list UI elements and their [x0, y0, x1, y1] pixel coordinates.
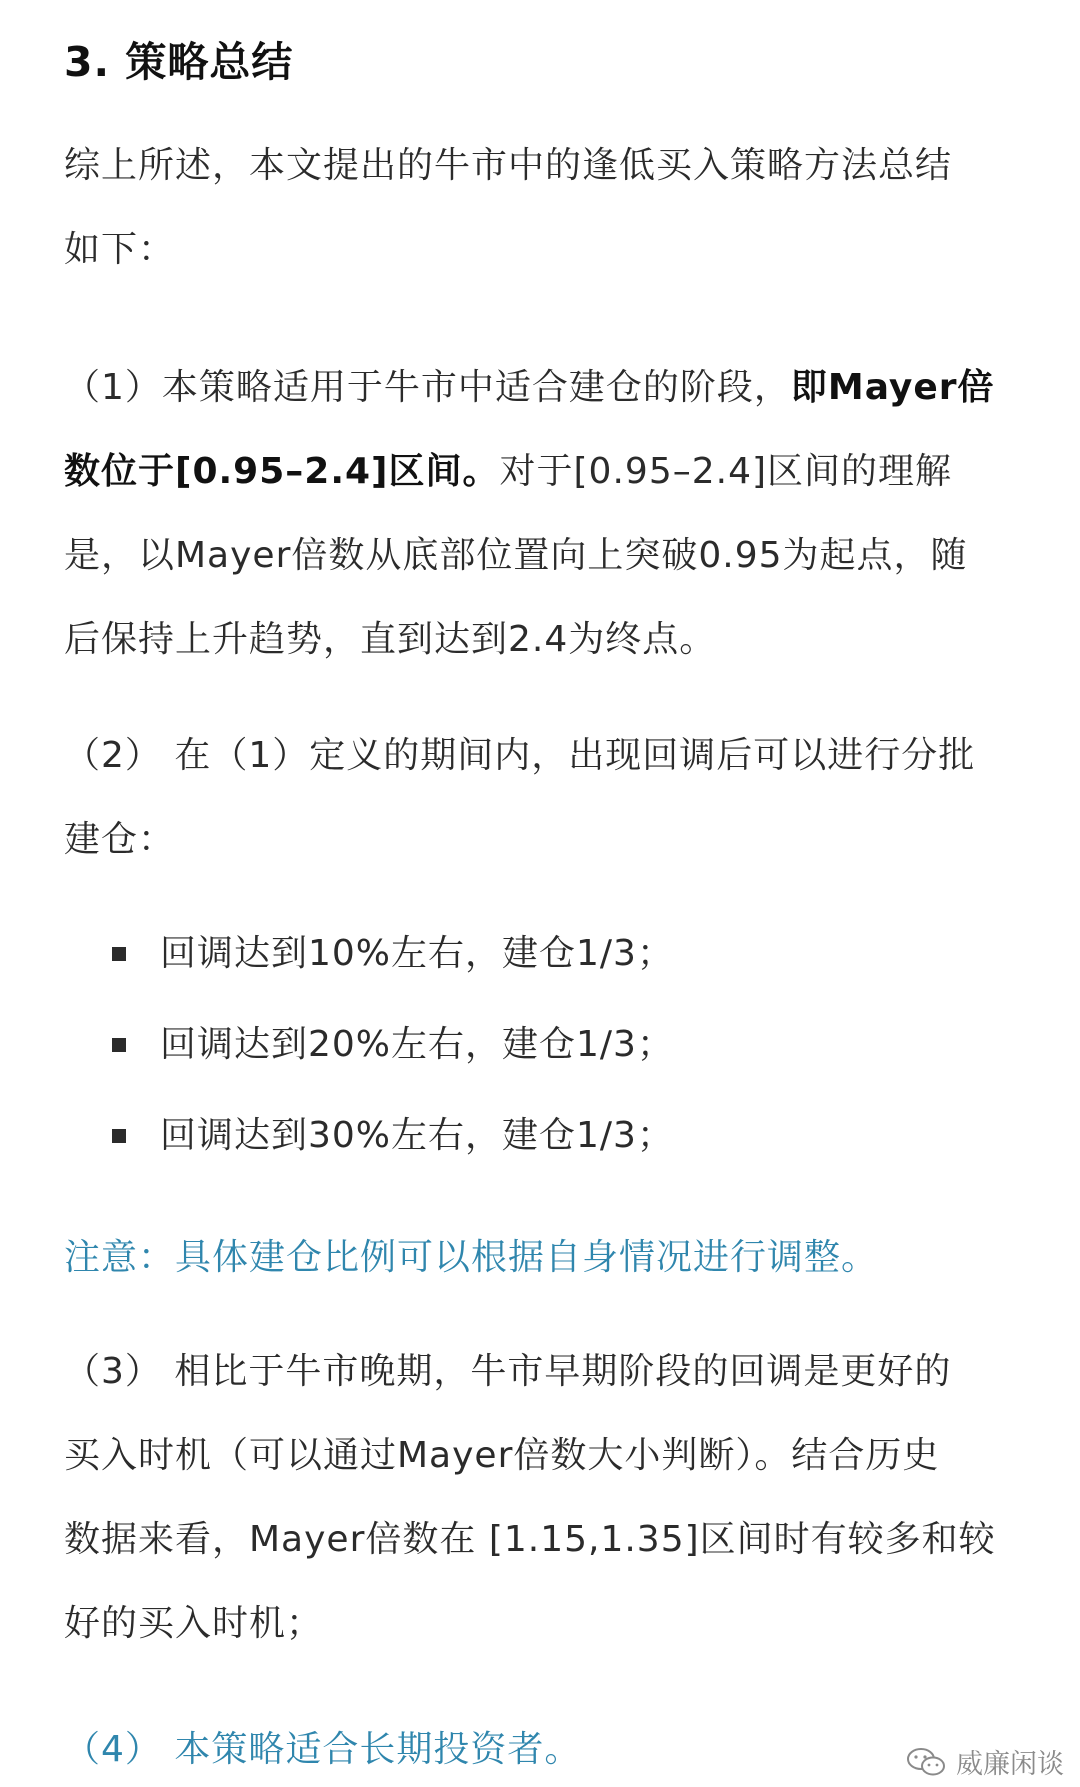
watermark-text: 威廉闲谈 [956, 1749, 1064, 1780]
p2-line: 建仓： [64, 819, 176, 860]
section-heading: 3. 策略总结 [64, 38, 294, 86]
paragraph-3 [64, 1330, 1020, 1666]
p1-line-2-bold: 数位于[0.95–2.4]区间。 [64, 451, 500, 492]
p3-line: （3） 相比于牛市晚期，牛市早期阶段的回调是更好的 [64, 1351, 952, 1392]
p1-line-1-regular: （1）本策略适用于牛市中适合建仓的阶段， [64, 367, 791, 408]
p1-line-1 [64, 346, 1020, 430]
list-item-text: 回调达到30%左右，建仓1/3； [160, 1115, 674, 1156]
list-item-text: 回调达到10%左右，建仓1/3； [160, 933, 674, 974]
paragraph-1 [64, 346, 1020, 682]
p3-line: 买入时机（可以通过Mayer倍数大小判断）。结合历史 [64, 1435, 940, 1476]
list-item [112, 1090, 674, 1181]
note-text: 注意：具体建仓比例可以根据自身情况进行调整。 [64, 1237, 879, 1278]
paragraph-2 [64, 714, 1020, 882]
p1-line-3: 是，以Mayer倍数从底部位置向上突破0.95为起点，随 [64, 535, 968, 576]
paragraph-4: （4） 本策略适合长期投资者。 [64, 1729, 582, 1770]
p1-line-4: 后保持上升趋势，直到达到2.4为终点。 [64, 619, 717, 660]
square-bullet-icon [112, 1038, 126, 1052]
watermark [906, 1742, 1064, 1781]
square-bullet-icon [112, 1129, 126, 1143]
square-bullet-icon [112, 947, 126, 961]
intro-line: 如下： [64, 229, 176, 270]
list-item [112, 999, 674, 1090]
p1-line-2-regular: 对于[0.95–2.4]区间的理解 [499, 451, 953, 492]
list-item [112, 908, 674, 999]
bullet-list [112, 908, 674, 1181]
p3-line: 数据来看，Mayer倍数在 [1.15,1.35]区间时有较多和较 [64, 1519, 996, 1560]
p1-line-1-bold: 即Mayer倍 [790, 367, 995, 408]
p3-line: 好的买入时机； [64, 1603, 324, 1644]
intro-paragraph [64, 124, 1020, 292]
p2-line: （2） 在（1）定义的期间内，出现回调后可以进行分批 [64, 735, 976, 776]
intro-line: 综上所述，本文提出的牛市中的逢低买入策略方法总结 [64, 145, 953, 186]
wechat-icon [906, 1747, 946, 1777]
p1-line-2 [64, 430, 1020, 514]
list-item-text: 回调达到20%左右，建仓1/3； [160, 1024, 674, 1065]
